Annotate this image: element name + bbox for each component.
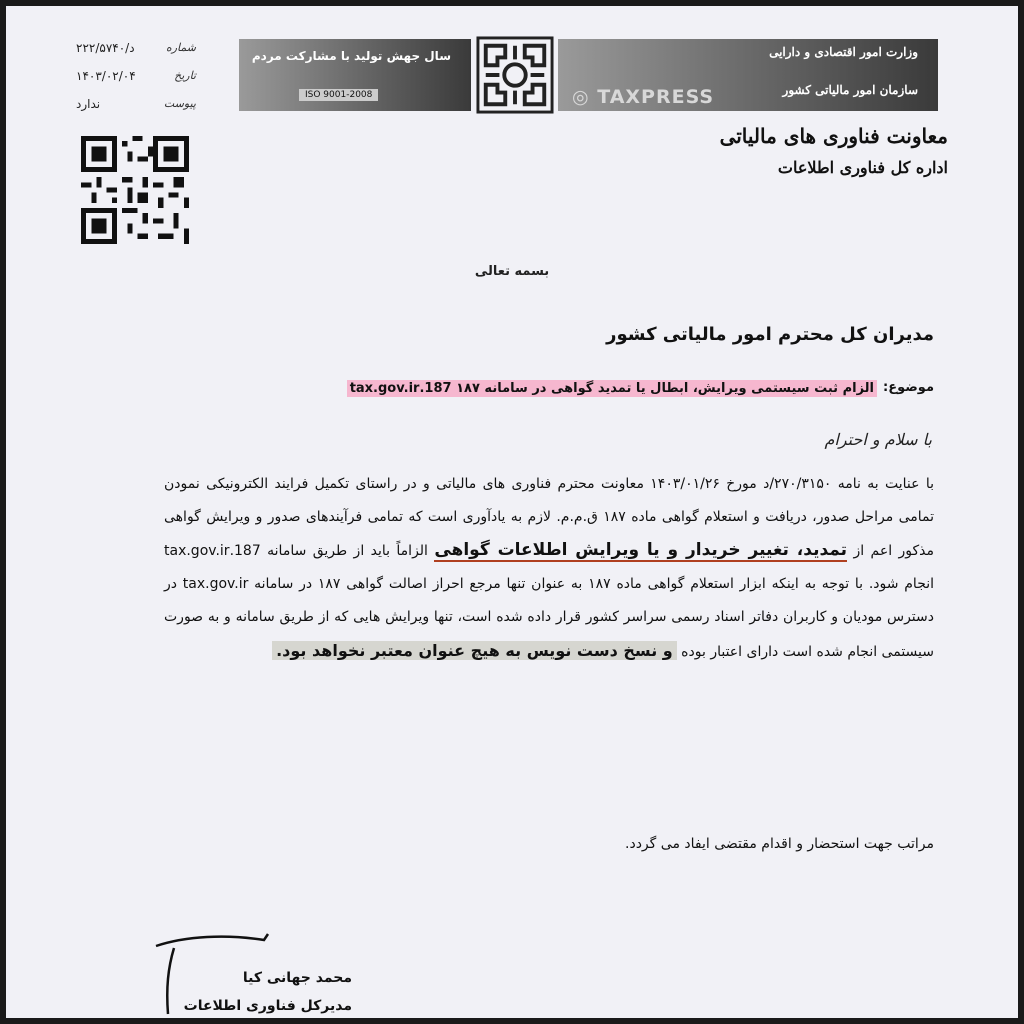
slogan-text: سال جهش تولید با مشارکت مردم bbox=[251, 49, 451, 63]
ministry-name: وزارت امور اقتصادی و دارایی bbox=[769, 45, 918, 59]
organization-name: سازمان امور مالیاتی کشور bbox=[782, 83, 918, 97]
qr-code-icon bbox=[76, 136, 194, 244]
letter-page bbox=[6, 6, 1018, 1018]
watermark: ◎ TAXPRESS bbox=[572, 86, 715, 108]
signer-name: محمد جهانی کیا bbox=[242, 970, 352, 986]
signer-block bbox=[172, 964, 352, 1018]
date-label: تاریخ bbox=[174, 69, 196, 82]
tax-organization-emblem-icon bbox=[476, 36, 554, 114]
department-title: معاونت فناوری های مالیاتی bbox=[719, 124, 948, 148]
bismillah: بسمه تعالی bbox=[474, 264, 550, 279]
body-text-2: الزاماً باید از طریق سامانه 187.tax.gov.ir انجام شود. با توجه به اینکه ابزار استعلام گواهی ماده ۱۸۷ به عنوان تنها مرجع احراز اصالت گواهی ۱۸۷ در سامانه tax.gov.ir در دسترس مودیان و کاربران دفاتر اسناد رسمی سراسر کشور قرار داده شده است، تنها ویرایش هایی که از طریق سامانه و به صورت سیستمی انجام شده است دارای اعتبار بوده bbox=[164, 543, 935, 660]
subject-text: الزام ثبت سیستمی ویرایش، ابطال یا تمدید گواهی در سامانه ۱۸۷ 187.tax.gov.ir bbox=[347, 380, 877, 397]
body-emphasis: تمدید، تغییر خریدار و یا ویرایش اطلاعات گواهی bbox=[434, 540, 848, 560]
subject-label: موضوع: bbox=[883, 380, 934, 395]
signer-title: مدیرکل فناوری اطلاعات bbox=[183, 998, 352, 1014]
greeting: با سلام و احترام bbox=[824, 430, 932, 449]
date-value: ۱۴۰۳/۰۲/۰۴ bbox=[76, 69, 136, 83]
department-subtitle: اداره کل فناوری اطلاعات bbox=[777, 158, 948, 177]
closing-line: مراتب جهت استحضار و اقدام مقتضی ایفاد می گردد. bbox=[625, 836, 934, 852]
body-paragraph bbox=[164, 468, 934, 669]
number-label: شماره bbox=[165, 41, 196, 54]
number-value: د/۲۲۲/۵۷۴۰ bbox=[76, 41, 135, 55]
slogan-band bbox=[239, 39, 471, 111]
attachment-label: پیوست bbox=[163, 97, 196, 110]
subject-line bbox=[347, 380, 934, 397]
iso-label: ISO 9001-2008 bbox=[299, 89, 378, 101]
department-block bbox=[720, 124, 948, 177]
recipient: مدیران کل محترم امور مالیاتی کشور bbox=[606, 324, 934, 345]
body-highlight: و نسخ دست نویس به هیچ عنوان معتبر نخواهد بود. bbox=[272, 641, 677, 660]
attachment-value: ندارد bbox=[76, 97, 101, 111]
body-text-1: با عنایت به نامه ۲۷۰/۳۱۵۰/د مورخ ۱۴۰۳/۰۱/۲۶ معاونت محترم فناوری های مالیاتی و در راستای تکمیل فرایند الکترونیکی نمودن تمامی مراحل صدور، دریافت و استعلام گواهی ماده ۱۸۷ ق.م.م. لازم به یادآوری است که تمامی فرآیندهای صدور و ویرایش گواهی مذکور اعم از bbox=[164, 476, 934, 559]
letter-meta bbox=[76, 34, 196, 118]
letter-body bbox=[164, 468, 934, 669]
